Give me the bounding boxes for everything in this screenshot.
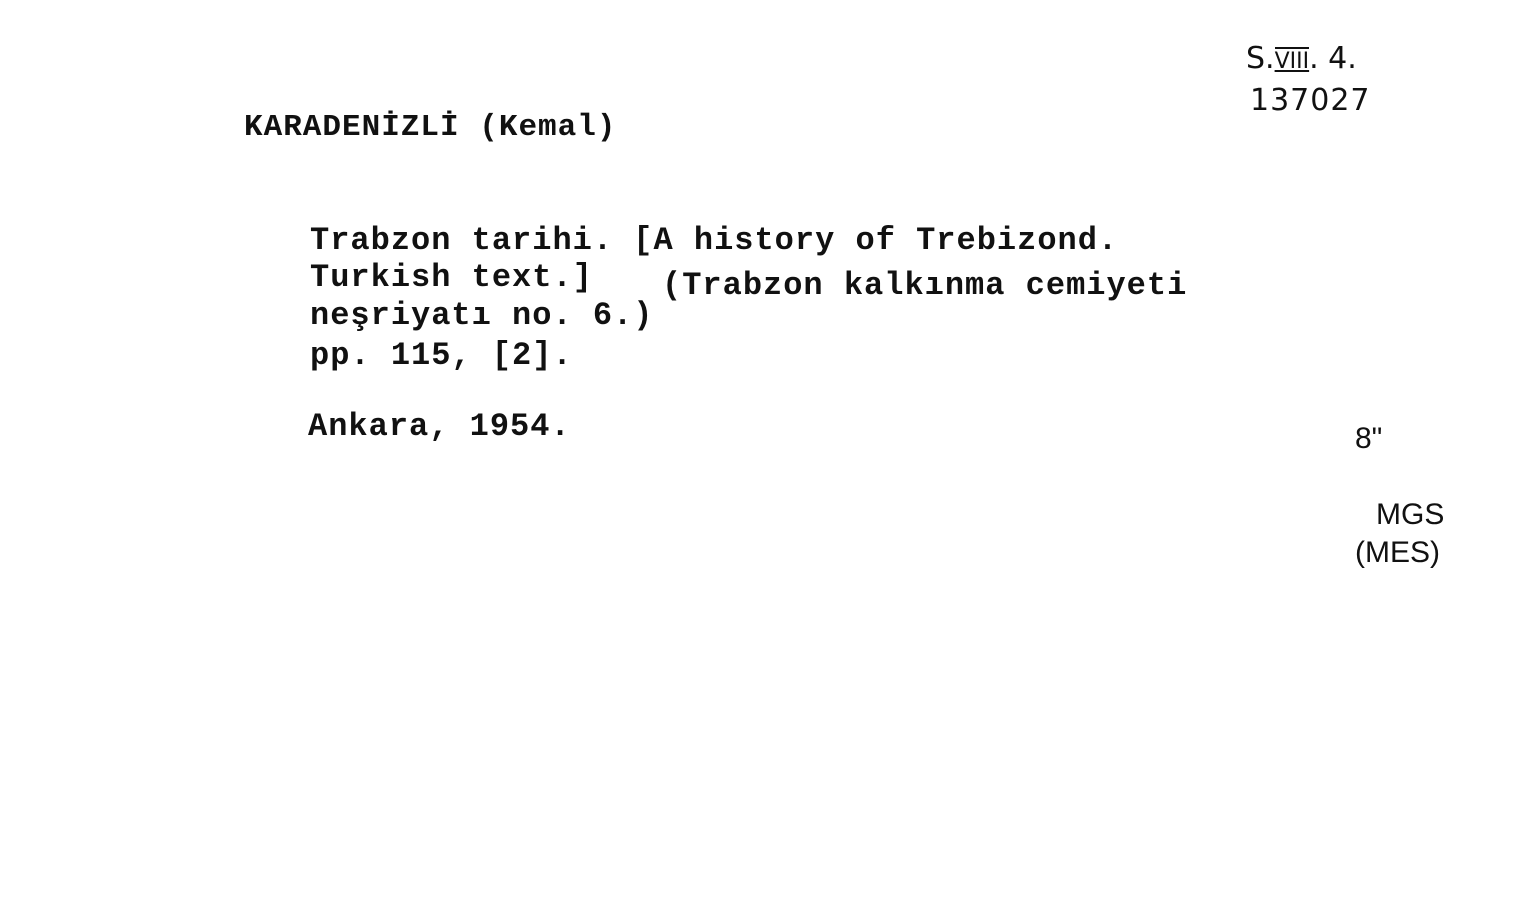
pagination: pp. 115, [2]. — [310, 337, 573, 374]
title-line-1: Trabzon tarihi. [A history of Trebizond. — [310, 222, 1119, 259]
series-number: neşriyatı no. 6.) — [310, 297, 654, 334]
imprint: Ankara, 1954. — [308, 408, 571, 445]
shelf-mark-class: VIII — [1274, 49, 1310, 74]
location-subcode: (MES) — [1355, 536, 1440, 569]
shelf-mark-suffix: . 4. — [1309, 41, 1357, 76]
title-line-2: Turkish text.] — [310, 259, 593, 296]
author-heading: KARADENİZLİ (Kemal) — [244, 110, 617, 145]
size-format: 8" — [1355, 422, 1383, 455]
shelf-mark — [1246, 41, 1357, 76]
accession-number: 137027 — [1250, 83, 1371, 118]
series-statement: (Trabzon kalkınma cemiyeti — [662, 267, 1188, 304]
shelf-mark-prefix: S. — [1246, 41, 1275, 76]
location-code: MGS — [1376, 498, 1445, 531]
